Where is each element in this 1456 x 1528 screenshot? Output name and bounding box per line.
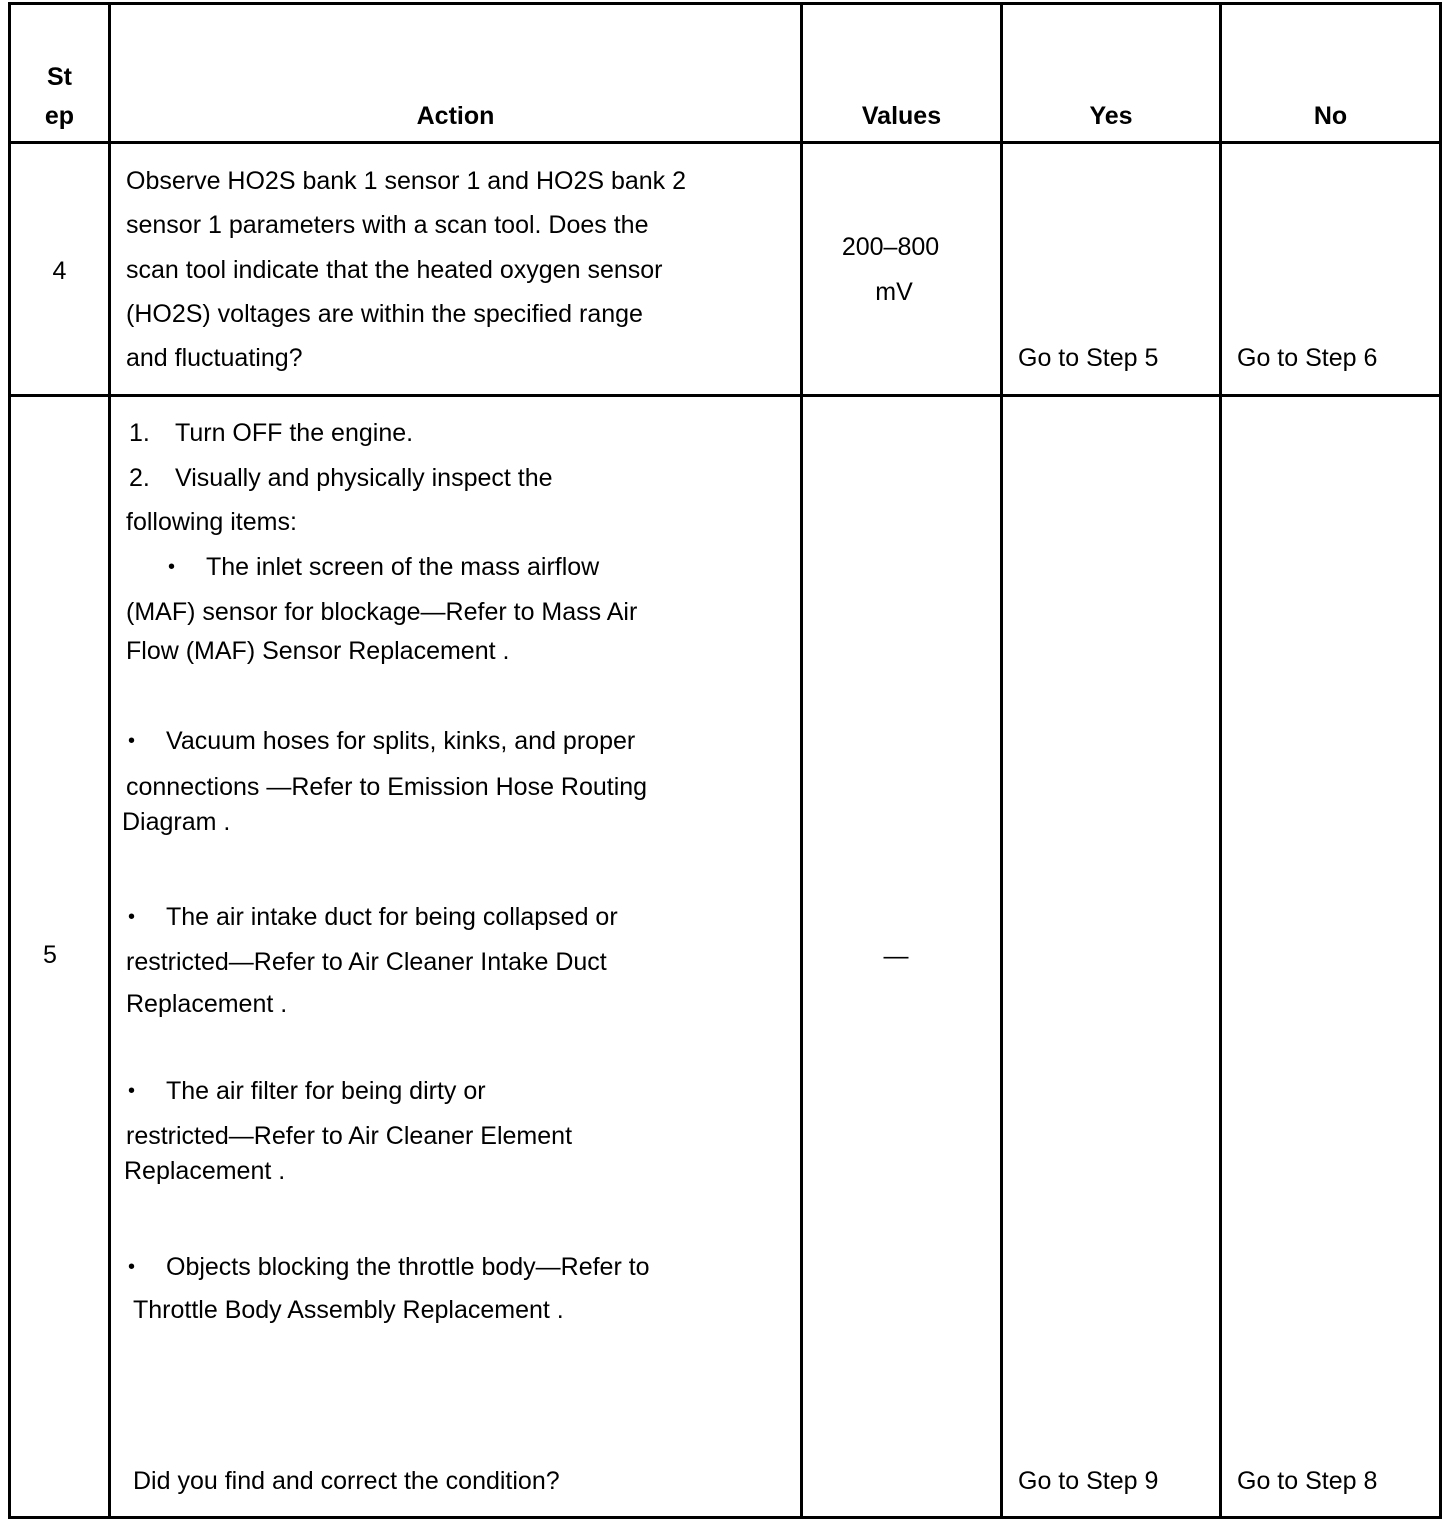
value-range: 200–800 bbox=[841, 233, 940, 261]
bullet-text-line: Replacement . bbox=[126, 990, 288, 1018]
value-none: — bbox=[883, 942, 909, 970]
condition-question: Did you find and correct the condition? bbox=[133, 1467, 560, 1495]
bullet-text-line: restricted—Refer to Air Cleaner Element bbox=[126, 1122, 573, 1150]
header-yes: Yes bbox=[1089, 102, 1133, 130]
header-no: No bbox=[1313, 102, 1348, 130]
bullet-icon: • bbox=[128, 906, 136, 928]
numbered-step-continuation: following items: bbox=[126, 508, 297, 536]
numbered-step-text: Visually and physically inspect the bbox=[175, 464, 553, 492]
bullet-text-line: Throttle Body Assembly Replacement . bbox=[133, 1296, 564, 1324]
bullet-text-line: Diagram . bbox=[122, 808, 231, 836]
bullet-text-line: connections —Refer to Emission Hose Routing bbox=[126, 773, 648, 801]
bullet-text-line: The inlet screen of the mass airflow bbox=[206, 553, 600, 581]
bullet-icon: • bbox=[128, 1080, 136, 1102]
bullet-text-line: (MAF) sensor for blockage—Refer to Mass Air bbox=[126, 598, 638, 626]
bullet-text-line: The air intake duct for being collapsed or bbox=[166, 903, 618, 931]
column-divider-yes bbox=[1219, 2, 1222, 1519]
step-number: 4 bbox=[52, 257, 67, 285]
header-step-line1: St bbox=[47, 63, 72, 91]
row-divider bbox=[8, 394, 1442, 397]
header-divider bbox=[8, 141, 1442, 144]
yes-goto-link: Go to Step 5 bbox=[1018, 344, 1159, 372]
bullet-icon: • bbox=[128, 1256, 136, 1278]
numbered-step-num: 2. bbox=[129, 464, 150, 492]
action-text-line: scan tool indicate that the heated oxygen sensor bbox=[126, 256, 663, 284]
column-divider-action bbox=[800, 2, 803, 1519]
no-goto-link: Go to Step 6 bbox=[1237, 344, 1378, 372]
bullet-text-line: restricted—Refer to Air Cleaner Intake Duct bbox=[126, 948, 607, 976]
numbered-step-num: 1. bbox=[129, 419, 150, 447]
bullet-icon: • bbox=[128, 730, 136, 752]
header-step-line2: ep bbox=[44, 102, 75, 130]
bullet-text-line: Flow (MAF) Sensor Replacement . bbox=[126, 637, 510, 665]
action-text-line: Observe HO2S bank 1 sensor 1 and HO2S bank 2 bbox=[126, 167, 687, 195]
table-border-bottom bbox=[8, 1516, 1442, 1519]
action-text-line: (HO2S) voltages are within the specified range bbox=[126, 300, 643, 328]
bullet-icon: • bbox=[168, 556, 176, 578]
action-text-line: and fluctuating? bbox=[126, 344, 303, 372]
bullet-text-line: The air filter for being dirty or bbox=[166, 1077, 486, 1105]
bullet-text-line: Replacement . bbox=[124, 1157, 286, 1185]
no-goto-link: Go to Step 8 bbox=[1237, 1467, 1378, 1495]
table-border-left bbox=[8, 2, 11, 1519]
bullet-text-line: Objects blocking the throttle body—Refer to bbox=[166, 1253, 650, 1281]
bullet-text-line: Vacuum hoses for splits, kinks, and proper bbox=[166, 727, 636, 755]
numbered-step-text: Turn OFF the engine. bbox=[175, 419, 414, 447]
header-values: Values bbox=[861, 102, 942, 130]
action-text-line: sensor 1 parameters with a scan tool. Does the bbox=[126, 211, 649, 239]
value-unit: mV bbox=[875, 278, 913, 306]
table-border-top bbox=[8, 2, 1442, 5]
header-action: Action bbox=[416, 102, 495, 130]
yes-goto-link: Go to Step 9 bbox=[1018, 1467, 1159, 1495]
column-divider-step bbox=[108, 2, 111, 1519]
step-number: 5 bbox=[43, 941, 57, 969]
column-divider-values bbox=[1000, 2, 1003, 1519]
table-border-right bbox=[1439, 2, 1442, 1519]
